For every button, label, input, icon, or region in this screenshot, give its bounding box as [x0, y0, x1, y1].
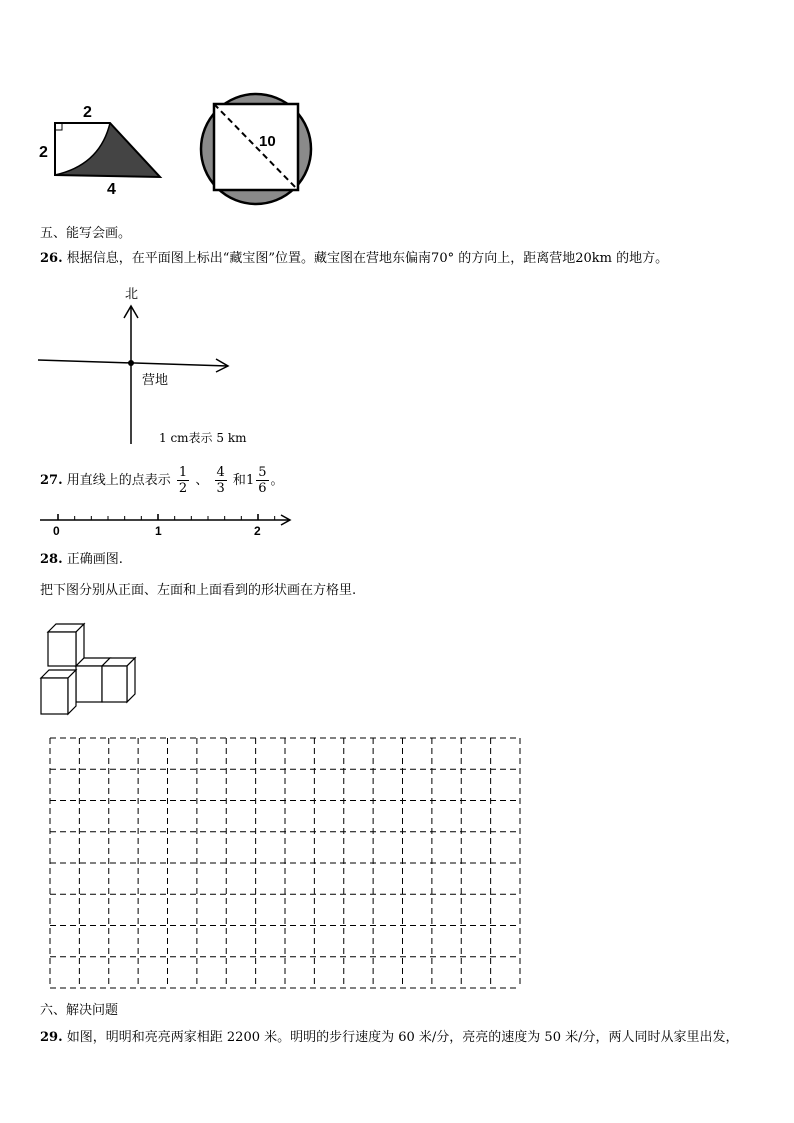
question-27: 27. 用直线上的点表示 $\frac{1}{2}$ 、 $\frac{4}{3}$ 和1 $\frac{5}{6}$ 。: [40, 465, 284, 496]
fraction-one-half: $\frac{1}{2}$: [178, 465, 188, 496]
question-text: 如图，明明和亮亮两家相距 2200 米。明明的步行速度为 60 米/分，亮亮的速度为 50 米/分，两人同时从家里出发，: [66, 1030, 739, 1045]
question-text: 根据信息，在平面图上标出“藏宝图”位置。藏宝图在营地东偏南70° 的方向上，距离营地20km 的地方。: [66, 251, 669, 266]
number-line: [38, 510, 298, 540]
number-line-label-0: 0: [53, 524, 60, 538]
question-28: [40, 552, 123, 568]
cube-figure: [38, 620, 138, 718]
compass-diagram: [36, 282, 276, 452]
diagonal-label: 10: [259, 133, 276, 150]
question-title: 正确画图.: [66, 552, 123, 567]
question-29: [40, 1030, 739, 1046]
question-number: 26.: [40, 251, 63, 266]
side-length-label: 2: [39, 144, 48, 161]
question-number: 29.: [40, 1030, 63, 1045]
question-number: 27.: [40, 473, 63, 488]
circle-square-figure: [196, 92, 320, 212]
number-line-label-2: 2: [254, 524, 261, 538]
fraction-four-thirds: $\frac{4}{3}$: [216, 465, 225, 496]
trapezoid-figure: [30, 95, 170, 200]
north-label: 北: [125, 287, 139, 302]
scale-label: 1 cm表示 5 km: [159, 431, 247, 445]
section-five-title: 五、能写会画。: [40, 226, 132, 241]
camp-label: 营地: [142, 373, 169, 388]
camp-point: [128, 360, 134, 366]
question-26: [40, 251, 668, 267]
question-number: 28.: [40, 552, 63, 567]
section-six-title: 六、解决问题: [40, 1003, 119, 1018]
bottom-length-label: 4: [107, 181, 116, 198]
question-prefix: 用直线上的点表示: [66, 473, 171, 488]
top-length-label: 2: [83, 104, 92, 121]
drawing-grid[interactable]: [49, 737, 521, 989]
fraction-five-sixths: $\frac{5}{6}$: [258, 465, 267, 496]
number-line-label-1: 1: [155, 524, 162, 538]
question-28-instruction: 把下图分别从正面、左面和上面看到的形状画在方格里.: [40, 583, 357, 598]
